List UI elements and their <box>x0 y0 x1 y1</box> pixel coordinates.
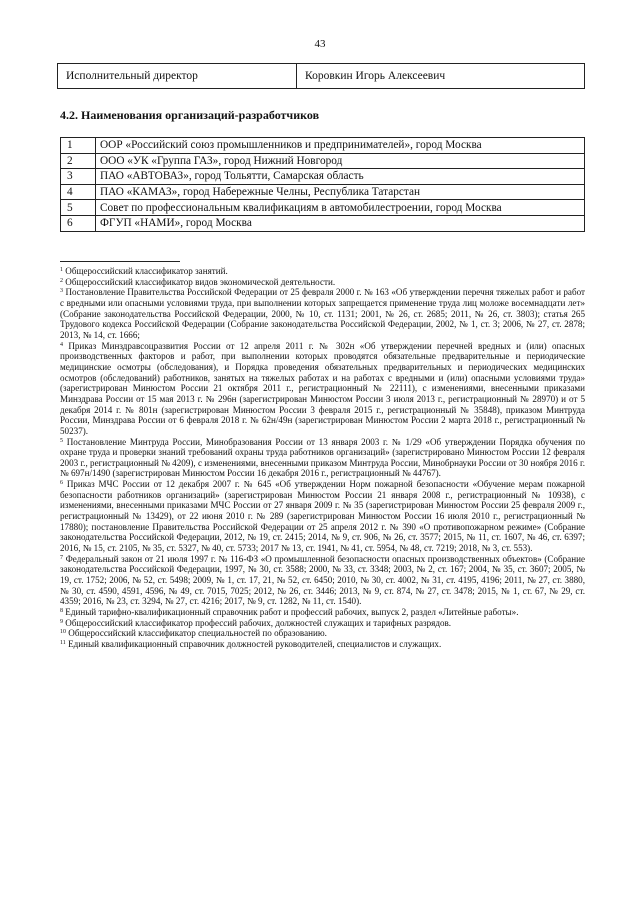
footnote <box>60 277 585 288</box>
executive-row <box>58 64 585 89</box>
footnote-text: Приказ Минздравсоцразвития России от 12 апреля 2011 г. № 302н «Об утверждении перечней вредных и (или) опасных производственных факторов и работ, при выполнении которых проводятся обязательные предварительные и периодические медицинские осмотры (обследования), и Порядка проведения обязательных предварительных и периодических медицинских осмотров (обследований) работников, занятых на тяжелых работах и на работах с вредными и (или) опасными условиями труда» (зарегистрирован Минюстом России 21 октября 2011 г., регистрационный № 22111), с изменениями, внесенными приказами Минздрава России от 15 мая 2013 г. № 296н (зарегистрирован Минюстом России 3 июля 2013 г., регистрационный № 28970) и от 5 декабря 2014 г. № 801н (зарегистрирован Минюстом России 3 февраля 2015 г., регистрационный № 35848), приказом Минтруда России, Минздрава России от 6 февраля 2018 г. № 62н/49н (зарегистрирован Минюстом России 2 марта 2018 г., регистрационный № 50237). <box>60 340 585 436</box>
table-row <box>61 138 585 154</box>
footnote-text: Общероссийский классификатор занятий. <box>65 266 228 276</box>
page-number: 43 <box>314 38 326 50</box>
footnote-text: Единый квалификационный справочник должностей руководителей, специалистов и служащих. <box>68 638 442 649</box>
org-name: Совет по профессиональным квалификациям в автомобилестроении, город Москва <box>96 200 585 216</box>
footnote-number: 1 <box>60 267 63 273</box>
footnote-text: Приказ МЧС России от 12 декабря 2007 г. № 645 «Об утверждении Норм пожарной безопасности «Обучение мерам пожарной безопасности работников организаций» (зарегистрирован Минюстом России 21 января 2008 г., регистрационный № 10938), с изменениями, внесенными приказами МЧС России от 27 января 2009 г. № 35 (зарегистрирован Минюстом России 25 февраля 2009 г., регистрационный № 13429), от 22 июня 2010 г. № 289 (зарегистрирован Минюстом России 16 июля 2010 г., регистрационный № 17880); постановление Правительства Российской Федерации от 25 апреля 2012 г. № 390 «О противопожарном режиме» (Собрание законодательства Российской Федерации, 2012, № 19, ст. 2415; 2014, № 9, ст. 906, № 26, ст. 3577; 2015, № 11, ст. 1607, № 46, ст. 6397; 2016, № 15, ст. 2105, № 35, ст. 5327, № 40, ст. 5733; 2017 № 13, ст. 1941, № 41, ст. 5954, № 48, ст. 7219; 2018, № 3, ст. 553). <box>60 479 585 554</box>
table-row <box>61 153 585 169</box>
footnote-text: Постановление Правительства Российской Федерации от 25 февраля 2000 г. № 163 «Об утверждении перечня тяжелых работ и работ с вредными или опасными условиями труда, при выполнении которых запрещается применение труда лиц моложе восемнадцати лет» (Собрание законодательства Российской Федерации, 2000, № 10, ст. 1131; 2001, № 26, ст. 2685; 2011, № 26, ст. 3803); статья 265 Трудового кодекса Российской Федерации (Собрание законодательства Российской Федерации, 2002, № 1, ст. 3; 2006, № 27, ст. 2878; 2013, № 14, ст. 1666; <box>60 287 585 340</box>
table-row <box>61 184 585 200</box>
footnote-text: Федеральный закон от 21 июля 1997 г. № 116-ФЗ «О промышленной безопасности опасных производственных объектов» (Собрание законодательства Российской Федерации, 1997, № 30, ст. 3588; 2000, № 33, ст. 3348; 2003, № 2, ст. 167; 2004, № 35, ст. 3607; 2005, № 19, ст. 1752; 2006, № 52, ст. 5498; 2009, № 1, ст. 17, 21, № 52, ст. 6450; 2010, № 30, ст. 4002, № 31, ст. 4195, 4196; 2011, № 27, ст. 3880, № 30, ст. 4590, 4591, 4596, № 49, ст. 7015, 7025; 2012, № 26, ст. 3446; 2013, № 9, ст. 874, № 27, ст. 3478; 2015, № 1, ст. 67, № 29, ст. 4359; 2016, № 23, ст. 3294, № 27, ст. 4216; 2017, № 9, ст. 1282, № 11, ст. 1540). <box>60 553 585 607</box>
org-number: 6 <box>61 215 96 231</box>
footnote <box>60 639 585 650</box>
org-number: 5 <box>61 200 96 216</box>
org-number: 1 <box>61 138 96 154</box>
footnote-text: Постановление Минтруда России, Минобразования России от 13 января 2003 г. № 1/29 «Об утверждении Порядка обучения по охране труда и проверки знаний требований охраны труда работников организаций» (зарегистрировано Минюстом России 12 февраля 2003 г., регистрационный № 4209), с изменениями, внесенными приказом Минтруда России, Минобрнауки России от 30 ноября 2016 г. № 697н/1490 (зарегистрирован Минюстом России 16 декабря 2016 г., регистрационный № 44767). <box>60 436 585 479</box>
org-number: 2 <box>61 153 96 169</box>
footnote-text: Общероссийский классификатор профессий рабочих, должностей служащих и тарифных разрядов. <box>65 617 452 628</box>
footnote <box>60 266 585 277</box>
executive-name: Коровкин Игорь Алексеевич <box>297 64 585 89</box>
footnote-number: 11 <box>60 639 66 646</box>
footnote-text: Общероссийский классификатор видов экономической деятельности. <box>65 276 336 287</box>
footnote <box>60 628 585 639</box>
table-row <box>61 169 585 185</box>
footnote-number: 4 <box>60 341 63 348</box>
footnote <box>60 341 585 437</box>
footnote <box>60 554 585 607</box>
footnote-number: 10 <box>60 629 66 636</box>
footnote-number: 7 <box>60 554 63 561</box>
org-name: ПАО «АВТОВАЗ», город Тольятти, Самарская область <box>96 169 585 185</box>
footnote-text: Единый тарифно-квалификационный справочник работ и профессий рабочих, выпуск 2, раздел «Литейные работы». <box>65 607 519 617</box>
footnote <box>60 287 585 340</box>
organizations-table <box>60 137 585 232</box>
footnote <box>60 607 585 618</box>
org-name: ООР «Российский союз промышленников и предпринимателей», город Москва <box>96 138 585 154</box>
footnote-number: 2 <box>60 277 63 284</box>
org-name: ПАО «КАМАЗ», город Набережные Челны, Республика Татарстан <box>96 184 585 200</box>
section-title: 4.2. Наименования организаций-разработчиков <box>60 108 320 122</box>
footnote-number: 9 <box>60 618 63 625</box>
table-row <box>61 215 585 231</box>
executive-table <box>57 63 585 89</box>
executive-role: Исполнительный директор <box>58 64 297 89</box>
footnote-number: 8 <box>60 608 63 614</box>
org-name: ФГУП «НАМИ», город Москва <box>96 215 585 231</box>
org-name: ООО «УК «Группа ГАЗ», город Нижний Новгород <box>96 153 585 169</box>
footnote-number: 5 <box>60 437 63 444</box>
footnote <box>60 618 585 629</box>
footnote-number: 6 <box>60 480 63 487</box>
footnote-separator <box>60 261 180 262</box>
footnote-number: 3 <box>60 288 63 295</box>
org-number: 3 <box>61 169 96 185</box>
footnote <box>60 437 585 480</box>
footnote-text: Общероссийский классификатор специальностей по образованию. <box>68 628 327 639</box>
footnote <box>60 479 585 554</box>
org-number: 4 <box>61 184 96 200</box>
table-row <box>61 200 585 216</box>
footnotes <box>60 266 585 650</box>
